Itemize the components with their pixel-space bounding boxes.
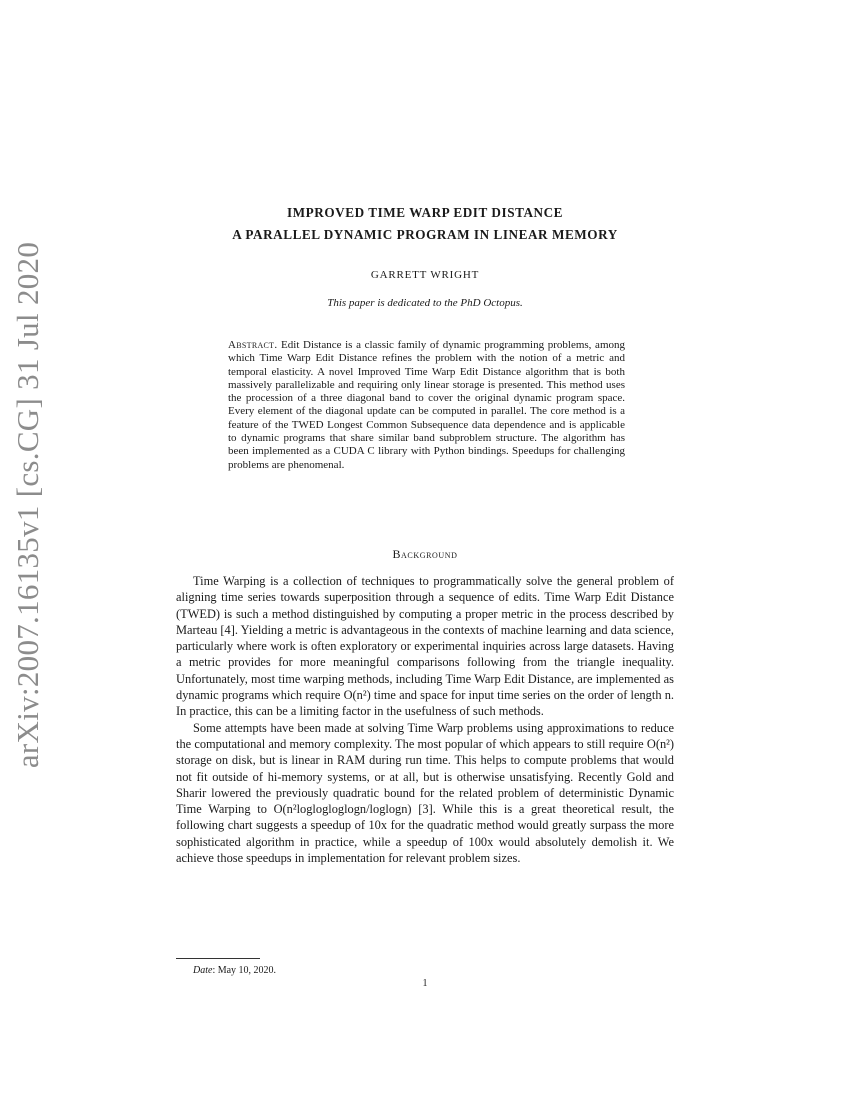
arxiv-sidebar-stamp <box>2 241 54 769</box>
dedication: This paper is dedicated to the PhD Octopus. <box>327 297 523 309</box>
arxiv-identifier: arXiv:2007.16135v1 [cs.CG] 31 Jul 2020 <box>10 241 45 769</box>
paragraph: Time Warping is a collection of techniques to programmatically solve the general problem of aligning time series towards superposition through a sequence of edits. Time Warp Edit Distance (TWED) is such a method distinguished by computing a proper metric in the process described by Marteau [4]. Yielding a metric is advantageous in the contexts of machine learning and data science, particularly where work is often exploratory or experimental inquiries across large datasets. Having a metric provides for more meaningful comparisons following from the triangle inequality. Unfortunately, most time warping methods, including Time Warp Edit Distance, are implemented as dynamic programs which require O(n²) time and space for input time series on the order of length n. In practice, this can be a limiting factor in the usefulness of such methods. <box>176 574 674 719</box>
footnote-rule <box>176 958 260 959</box>
author-name: GARRETT WRIGHT <box>370 269 480 281</box>
abstract-text: Edit Distance is a classic family of dynamic programming problems, among which Time Warp Edit Distance refines the problem with the notion of a metric and temporal elasticity. A novel Improved Time Warp Edit Distance algorithm that is both massively parallelizable and requiring only linear storage is presented. This method uses the procession of a three diagonal band to cover the original dynamic program space. Every element of the diagonal update can be computed in parallel. The core method is a feature of the TWED Longest Common Subsequence data dependence and is applicable to dynamic programs that share similar band subproblem structure. The algorithm has been implemented as a CUDA C library with Python bindings. Speedups for challenging problems are phenomenal. <box>228 339 625 471</box>
page-number: 1 <box>422 978 428 989</box>
footnote-label: Date <box>193 965 213 976</box>
date-footnote <box>193 965 276 976</box>
paper-title-line-2: A PARALLEL DYNAMIC PROGRAM IN LINEAR MEMORY <box>232 227 618 242</box>
abstract <box>228 339 625 472</box>
paper-title-line-1: IMPROVED TIME WARP EDIT DISTANCE <box>286 205 564 220</box>
paragraph: Some attempts have been made at solving Time Warp problems using approximations to reduce the computational and memory complexity. The most popular of which appears to still require O(n²) storage on disk, but is linear in RAM during run time. This helps to compute problems that would not fit outside of hi-memory systems, or at all, but is otherwise unsatisfying. Recently Gold and Sharir lowered the previously quadratic bound for the related problem of deterministic Dynamic Time Warping to O(n²loglogloglogn/loglogn) [3]. While this is a great theoretical result, the following chart suggests a speedup of 10x for the quadratic method would greatly surpass the more sophisticated algorithm in practice, while a speedup of 100x would absolutely demolish it. We achieve those speedups in implementation for relevant problem sizes. <box>176 720 674 866</box>
footnote-value: : May 10, 2020. <box>212 965 277 976</box>
body-text <box>176 573 674 866</box>
abstract-label: Abstract. <box>228 339 278 351</box>
section-heading-background: Background <box>392 547 458 561</box>
